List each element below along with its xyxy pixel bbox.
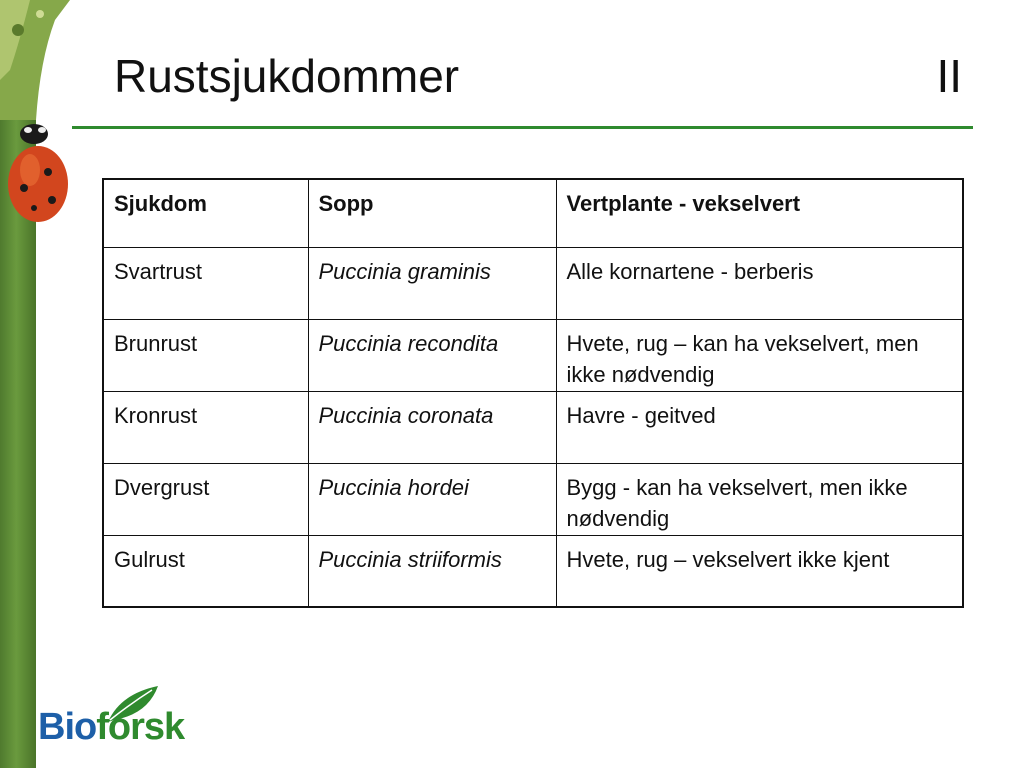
table-row	[103, 319, 963, 391]
bioforsk-logo	[38, 684, 198, 758]
disease-cell: Kronrust	[103, 391, 308, 463]
fungus-cell: Puccinia hordei	[308, 463, 556, 535]
logo-text-bio: Bio	[38, 706, 97, 748]
host-cell: Bygg - kan ha vekselvert, men ikke nødvendig	[556, 463, 963, 535]
header-cell-host: Vertplante - vekselvert	[556, 179, 963, 247]
fungus-cell: Puccinia striiformis	[308, 535, 556, 607]
host-cell: Hvete, rug – vekselvert ikke kjent	[556, 535, 963, 607]
table-row	[103, 535, 963, 607]
leaf-decoration	[0, 0, 70, 120]
ladybug-icon	[4, 112, 70, 224]
fungus-cell: Puccinia graminis	[308, 247, 556, 319]
header-cell-fungus: Sopp	[308, 179, 556, 247]
slide-number: II	[936, 50, 962, 102]
slide-title: Rustsjukdommer	[114, 50, 460, 102]
disease-cell: Dvergrust	[103, 463, 308, 535]
rust-diseases-table	[102, 178, 964, 608]
host-cell: Alle kornartene - berberis	[556, 247, 963, 319]
host-cell: Hvete, rug – kan ha vekselvert, men ikke nødvendig	[556, 319, 963, 391]
table-row	[103, 247, 963, 319]
disease-cell: Brunrust	[103, 319, 308, 391]
disease-cell: Gulrust	[103, 535, 308, 607]
header-cell-disease: Sjukdom	[103, 179, 308, 247]
title-divider	[72, 126, 973, 129]
fungus-cell: Puccinia coronata	[308, 391, 556, 463]
table-row	[103, 463, 963, 535]
disease-cell: Svartrust	[103, 247, 308, 319]
table-row	[103, 391, 963, 463]
table-header-row	[103, 179, 963, 247]
fungus-cell: Puccinia recondita	[308, 319, 556, 391]
logo-text-forsk: forsk	[96, 706, 185, 748]
logo-text	[38, 706, 184, 749]
host-cell: Havre - geitved	[556, 391, 963, 463]
